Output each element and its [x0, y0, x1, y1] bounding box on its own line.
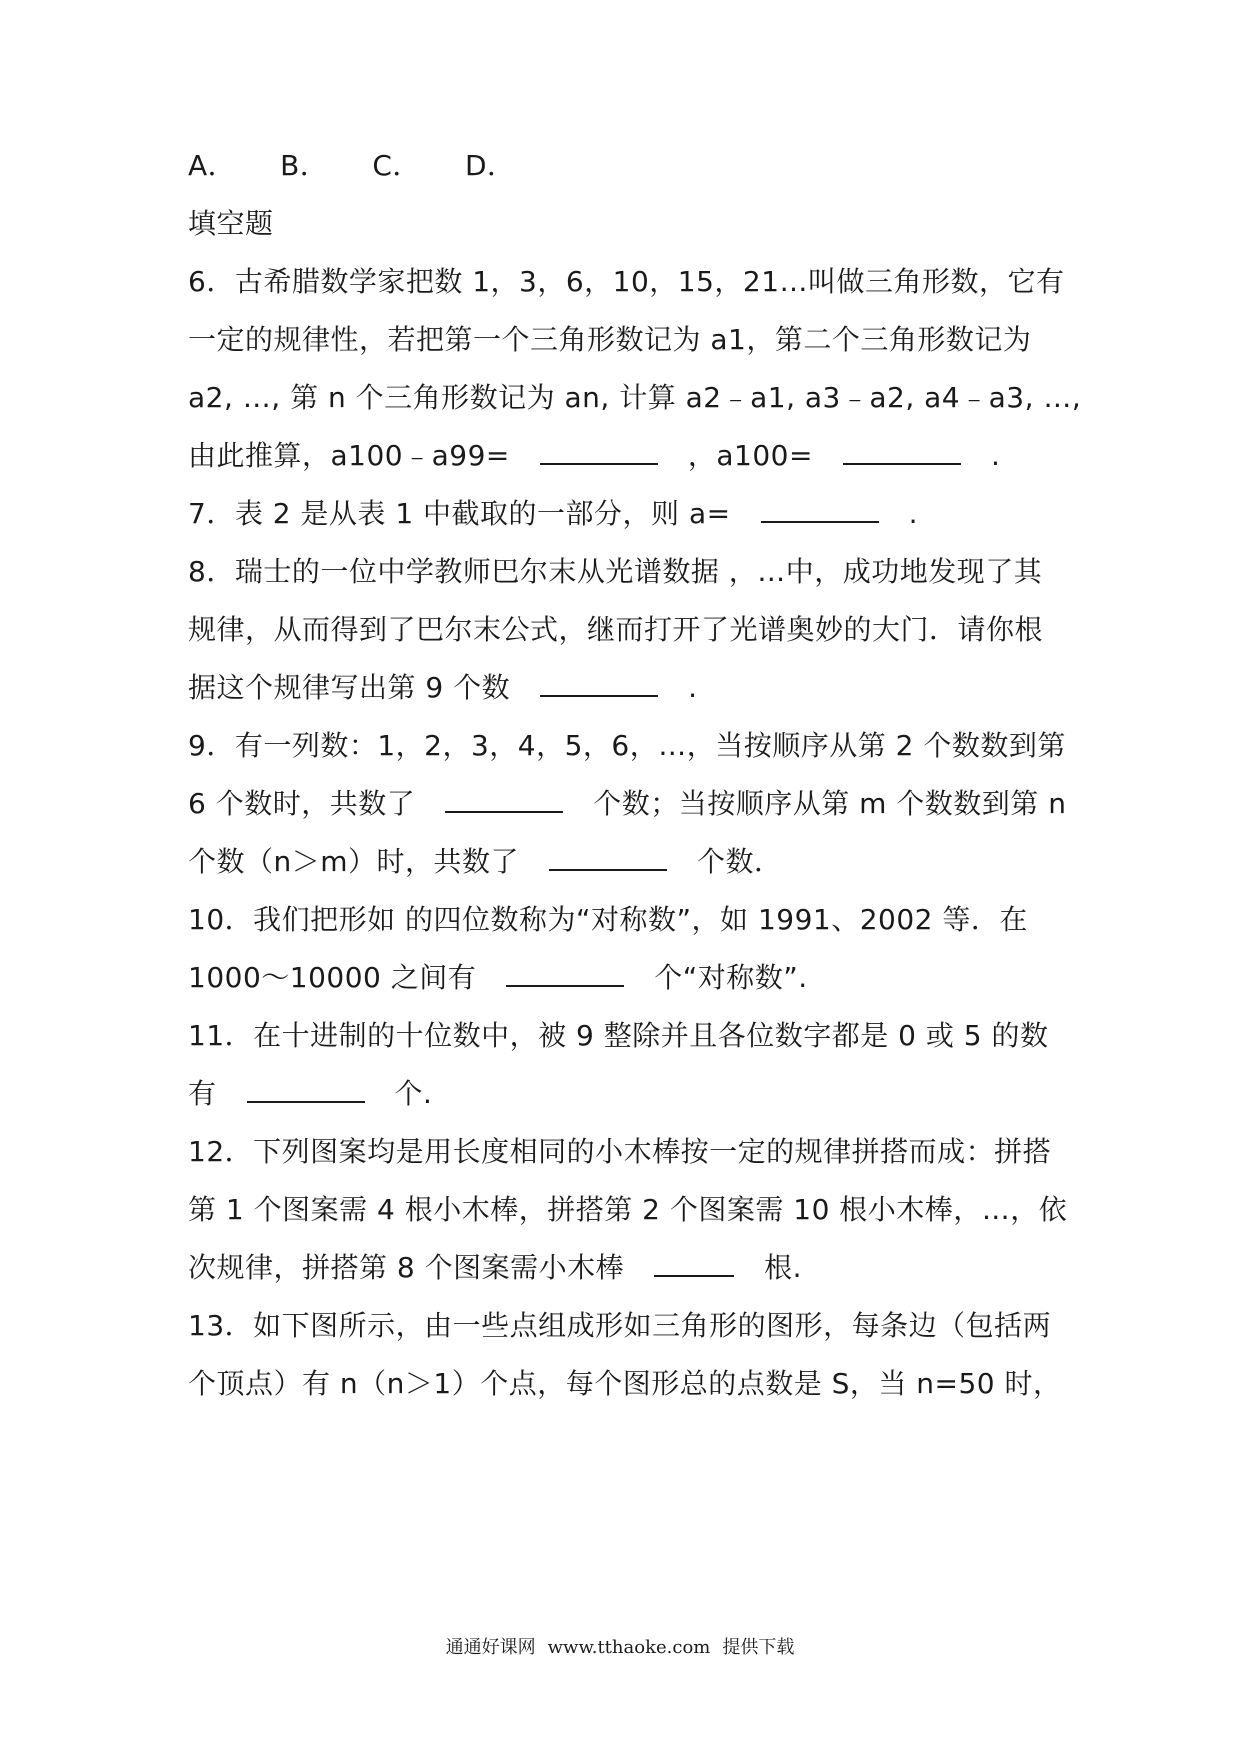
q12-text-a: 次规律，拼搭第 8 个图案需小木棒 — [188, 1251, 625, 1284]
q10-text-a: 1000～10000 之间有 — [188, 961, 477, 994]
q9-line-1: 9．有一列数：1，2，3，4，5，6，…，当按顺序从第 2 个数数到第 — [188, 729, 1066, 762]
footer-site-name: 通通好课网 — [445, 1637, 536, 1658]
q12-line-2: 第 1 个图案需 4 根小木棒，拼搭第 2 个图案需 10 根小木棒，…，依 — [188, 1193, 1068, 1226]
q7-line — [188, 494, 1068, 534]
page-footer — [0, 1636, 1240, 1660]
q9-text-b: 个数；当按顺序从第 m 个数数到第 n — [593, 787, 1067, 820]
q8-line-2: 规律，从而得到了巴尔末公式，继而打开了光谱奥妙的大门．请你根 — [188, 613, 1044, 646]
q6-text-c: . — [990, 439, 1001, 472]
q9-text-c: 个数（n＞m）时，共数了 — [188, 845, 520, 878]
q11-text-a: 有 — [188, 1077, 217, 1110]
q10-line-1: 10．我们把形如 的四位数称为“对称数”，如 1991、2002 等．在 — [188, 903, 1028, 936]
q10-text-b: 个“对称数”. — [654, 961, 808, 994]
q8-answer-blank[interactable] — [540, 669, 658, 697]
q7-text-b: . — [908, 497, 918, 530]
q12-line-1: 12．下列图案均是用长度相同的小木棒按一定的规律拼搭而成：拼搭 — [188, 1135, 1052, 1168]
option-d: D． — [464, 149, 516, 182]
q8-line-1: 8．瑞士的一位中学教师巴尔末从光谱数据 ，…中，成功地发现了其 — [188, 555, 1043, 588]
q6-line-2: 一定的规律性，若把第一个三角形数记为 a1，第二个三角形数记为 — [188, 323, 1032, 356]
q10-answer-blank[interactable] — [506, 959, 624, 987]
q7-text-a: 7．表 2 是从表 1 中截取的一部分，则 a= — [188, 497, 731, 530]
q6-line-3: a2, …, 第 n 个三角形数记为 an, 计算 a2﹣a1, a3﹣a2, a4﹣a3, …, — [188, 381, 1082, 414]
answer-options — [188, 146, 1068, 186]
q10-line-2 — [188, 958, 1068, 998]
q11-answer-blank[interactable] — [247, 1075, 365, 1103]
q7-answer-blank[interactable] — [761, 495, 879, 523]
q8-text-a: 据这个规律写出第 9 个数 — [188, 671, 511, 704]
q9-text-d: 个数． — [697, 845, 783, 878]
q6-text-b: ，a100= — [687, 439, 813, 472]
q9-answer-blank-2[interactable] — [549, 843, 667, 871]
q12-text-b: 根. — [764, 1251, 803, 1284]
q6-line-1: 6．古希腊数学家把数 1，3，6，10，15，21…叫做三角形数，它有 — [188, 265, 1065, 298]
q11-line-1: 11．在十进制的十位数中，被 9 整除并且各位数字都是 0 或 5 的数 — [188, 1019, 1049, 1052]
option-b: B． — [280, 149, 329, 182]
q6-answer-blank-1[interactable] — [540, 437, 658, 465]
q6-text-a: 由此推算，a100﹣a99= — [188, 439, 510, 472]
q9-line-3 — [188, 842, 1068, 882]
q12-line-3 — [188, 1248, 1068, 1288]
q11-text-b: 个. — [394, 1077, 433, 1110]
option-a: A． — [188, 149, 237, 182]
q8-text-b: . — [688, 671, 698, 704]
q13-line-2: 个顶点）有 n（n＞1）个点，每个图形总的点数是 S，当 n=50 时， — [188, 1367, 1062, 1400]
q12-answer-blank[interactable] — [654, 1249, 734, 1277]
footer-suffix: 提供下载 — [722, 1637, 795, 1658]
q9-text-a: 6 个数时，共数了 — [188, 787, 416, 820]
q9-answer-blank-1[interactable] — [445, 785, 563, 813]
footer-url[interactable]: www.tthaoke.com — [547, 1637, 711, 1658]
q8-line-3 — [188, 668, 1068, 708]
option-c: C． — [372, 149, 421, 182]
q11-line-2 — [188, 1074, 1068, 1114]
q9-line-2 — [188, 784, 1068, 824]
q13-line-1: 13．如下图所示，由一些点组成形如三角形的图形，每条边（包括两 — [188, 1309, 1052, 1342]
q6-answer-blank-2[interactable] — [843, 437, 961, 465]
section-title: 填空题 — [188, 207, 274, 240]
q6-line-4 — [188, 436, 1068, 476]
